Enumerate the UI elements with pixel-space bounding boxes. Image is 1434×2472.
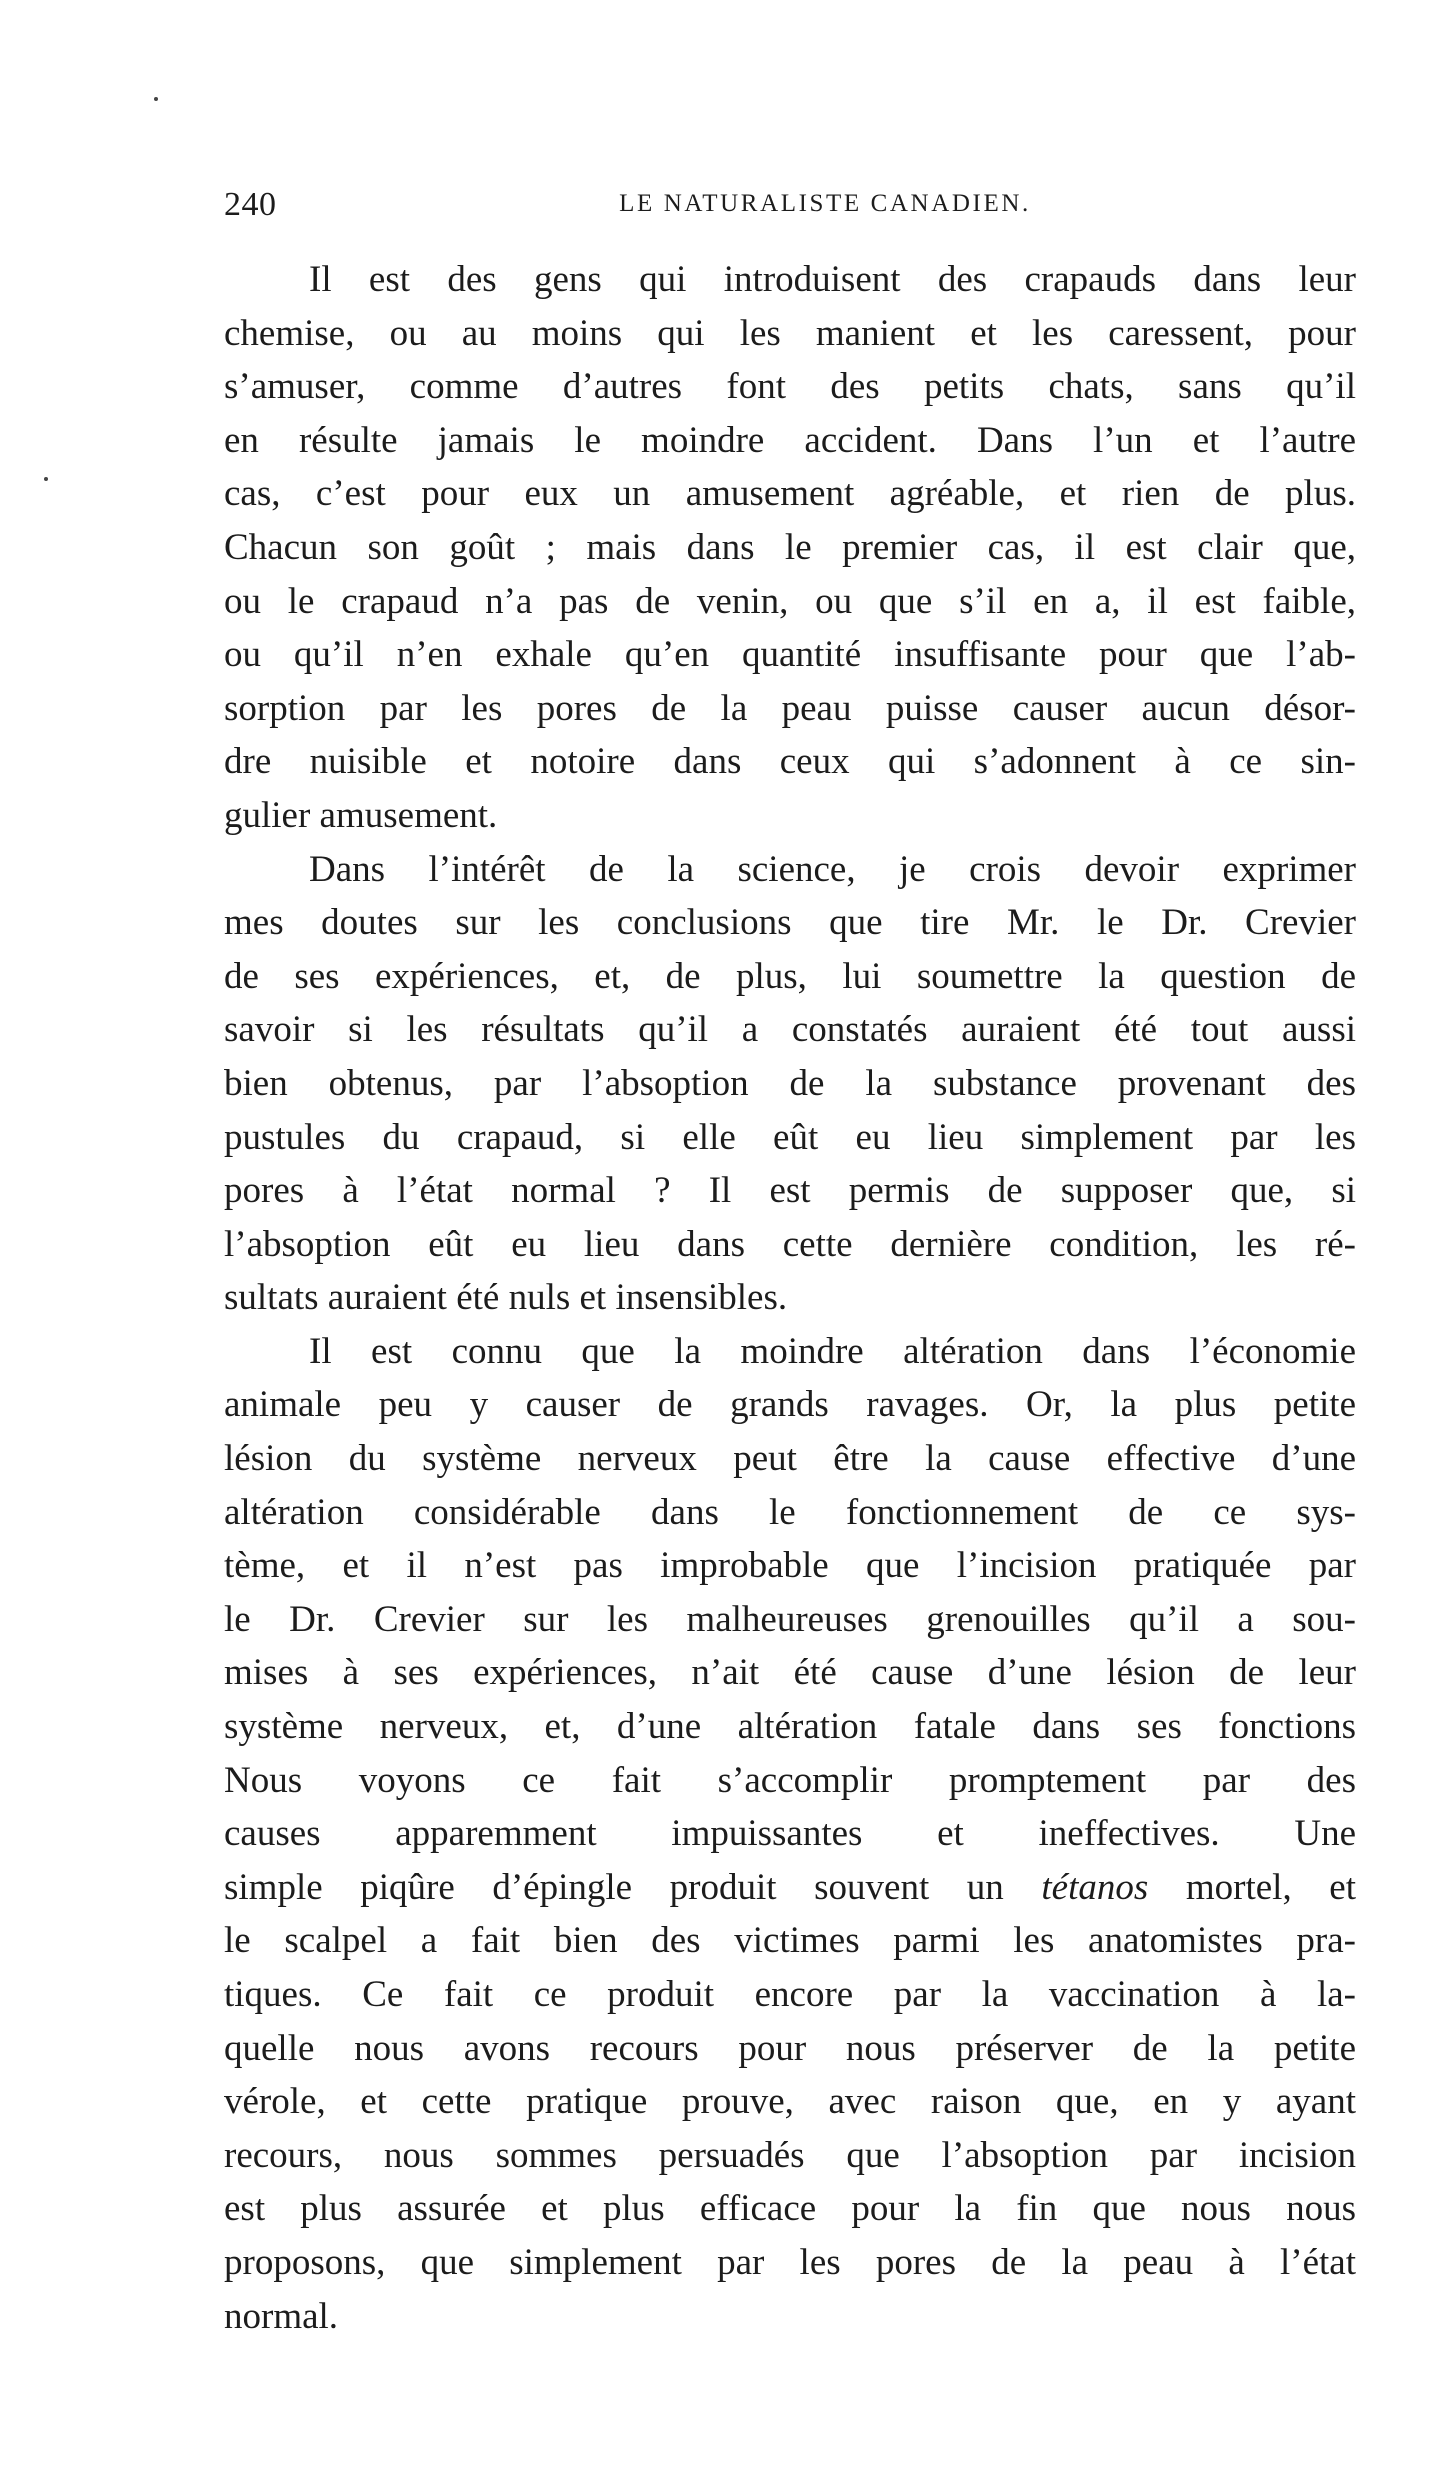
text-line: simple piqûre d’épingle produit souvent un tétanos mortel, et [224,1866,1356,1908]
text-line: tème, et il n’est pas improbable que l’incision pratiquée par [224,1545,1356,1587]
text-line: Chacun son goût ; mais dans le premier cas, il est clair que, [224,526,1356,568]
text-line: le scalpel a fait bien des victimes parmi les anatomistes pra- [224,1920,1356,1962]
text-line: causes apparemment impuissantes et ineffectives. Une [224,1813,1356,1855]
text-line: savoir si les résultats qu’il a constatés auraient été tout aussi [224,1009,1356,1051]
text-line: bien obtenus, par l’absoption de la substance provenant des [224,1062,1356,1104]
body-text [224,253,1356,2343]
text-line: Il est des gens qui introduisent des crapauds dans leur [309,259,1356,300]
text-line: Il est connu que la moindre altération dans l’économie [309,1330,1356,1372]
text-line: système nerveux, et, d’une altération fatale dans ses fonctions [224,1706,1356,1748]
page-header [224,186,1356,236]
text-line: tiques. Ce fait ce produit encore par la vaccination à la- [224,1974,1356,2015]
text-line: ou le crapaud n’a pas de venin, ou que s’il en a, il est faible, [224,580,1356,622]
text-line: gulier amusement. [224,794,498,836]
text-line: ou qu’il n’en exhale qu’en quantité insuffisante pour que l’ab- [224,634,1356,676]
text-line: normal. [224,2295,339,2337]
text-line: en résulte jamais le moindre accident. Dans l’un et l’autre [224,419,1356,461]
text-line: de ses expériences, et, de plus, lui soumettre la question de [224,955,1356,997]
text-line: animale peu y causer de grands ravages. Or, la plus petite [224,1384,1356,1426]
text-line: sorption par les pores de la peau puisse causer aucun désor- [224,687,1356,729]
text-line: vérole, et cette pratique prouve, avec raison que, en y ayant [224,2081,1356,2123]
paragraph [224,253,1356,843]
text-line: Dans l’intérêt de la science, je crois devoir exprimer [309,848,1356,890]
text-line: cas, c’est pour eux un amusement agréable, et rien de plus. [224,473,1356,515]
text-line: mises à ses expériences, n’ait été cause d’une lésion de leur [224,1652,1356,1694]
text-line: pores à l’état normal ? Il est permis de supposer que, si [224,1170,1356,1212]
text-line: s’amuser, comme d’autres font des petits chats, sans qu’il [224,366,1356,408]
paragraph [224,843,1356,1325]
text-line: Nous voyons ce fait s’accomplir promptement par des [224,1759,1356,1801]
text-line: dre nuisible et notoire dans ceux qui s’adonnent à ce sin- [224,741,1356,783]
running-head: LE NATURALISTE CANADIEN. [619,190,1031,217]
scan-speck [44,477,48,481]
text-line: l’absoption eût eu lieu dans cette dernière condition, les ré- [224,1223,1356,1265]
text-line: pustules du crapaud, si elle eût eu lieu simplement par les [224,1116,1356,1158]
text-line: chemise, ou au moins qui les manient et les caressent, pour [224,312,1356,354]
text-line: le Dr. Crevier sur les malheureuses grenouilles qu’il a sou- [224,1598,1356,1640]
text-line: quelle nous avons recours pour nous préserver de la petite [224,2027,1356,2069]
text-line: proposons, que simplement par les pores de la peau à l’état [224,2241,1356,2283]
paragraph [224,1325,1356,2343]
text-line: recours, nous sommes persuadés que l’absoption par incision [224,2134,1356,2176]
text-line: lésion du système nerveux peut être la cause effective d’une [224,1438,1356,1480]
page-number: 240 [224,186,277,223]
text-line: est plus assurée et plus efficace pour la fin que nous nous [224,2188,1356,2230]
text-line: mes doutes sur les conclusions que tire Mr. le Dr. Crevier [224,902,1356,944]
italic-term: tétanos [1041,1866,1149,1908]
text-line: altération considérable dans le fonctionnement de ce sys- [224,1491,1356,1533]
text-line: sultats auraient été nuls et insensibles. [224,1277,788,1319]
scan-speck [154,97,158,101]
